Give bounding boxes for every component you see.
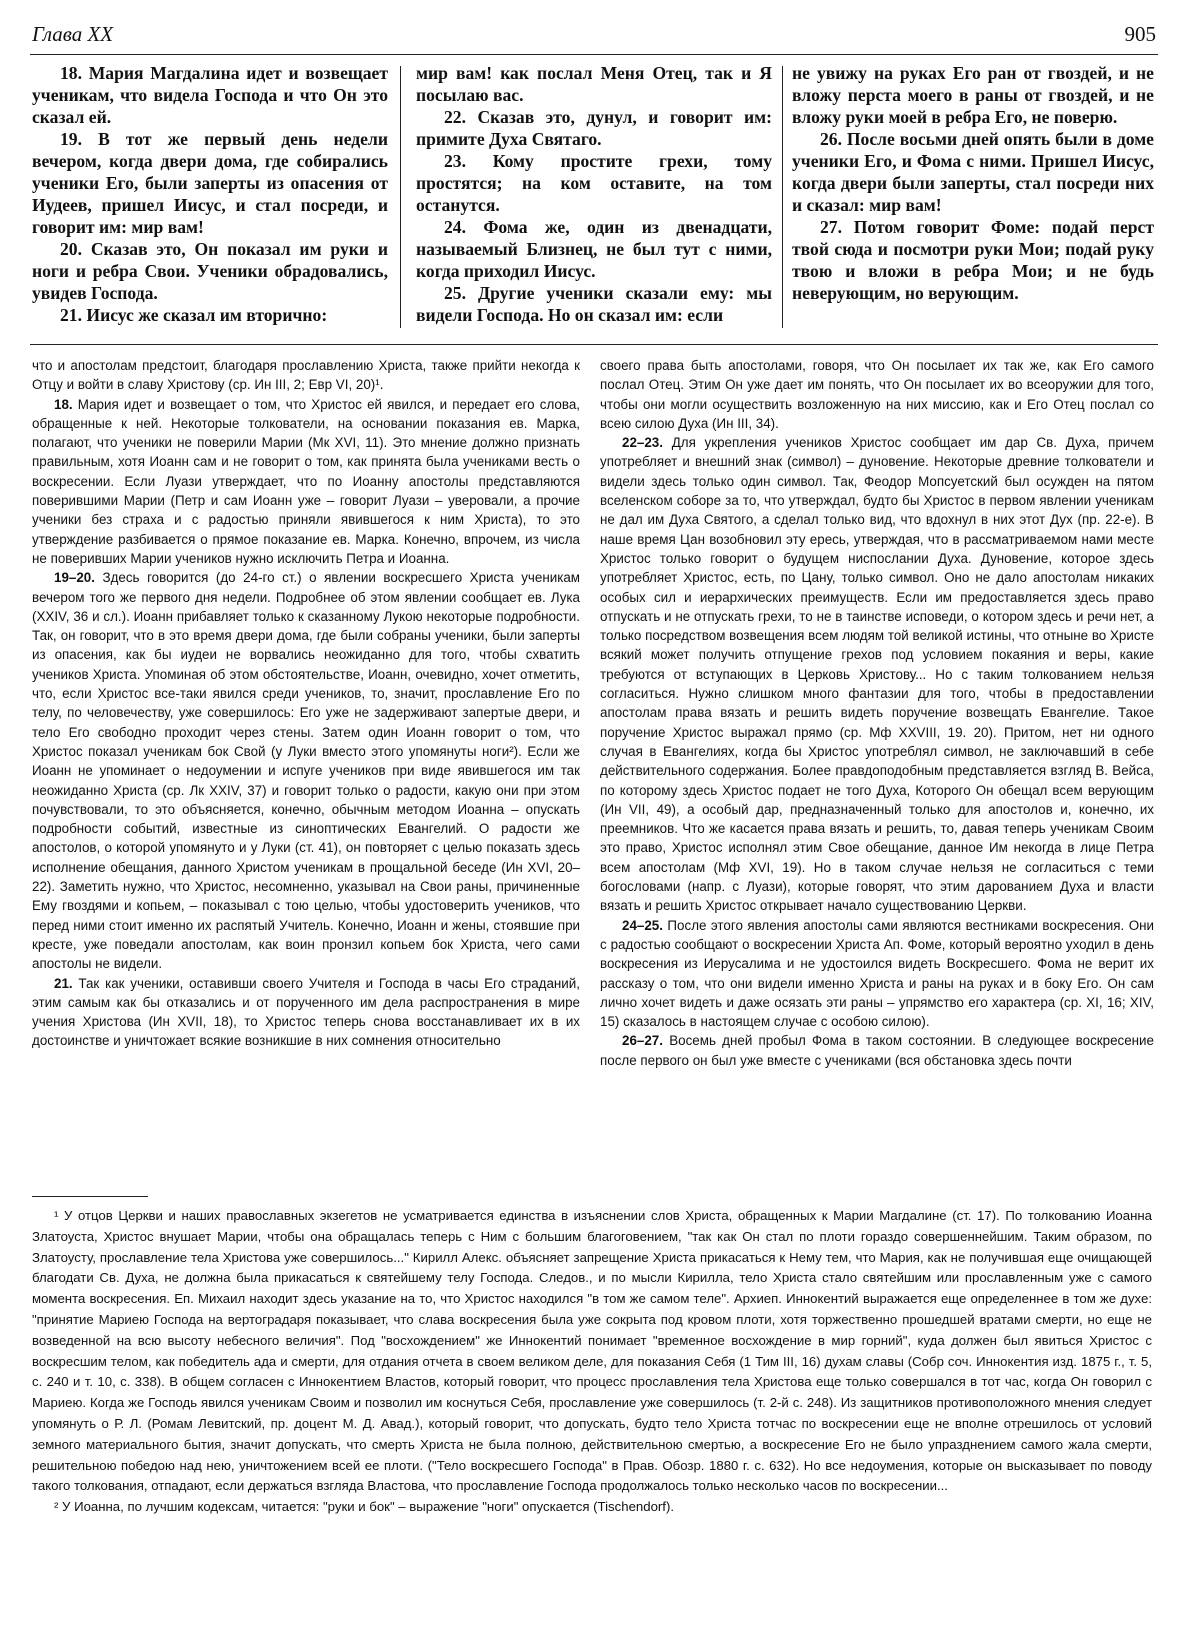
verse-18: 18. Мария Магдалина идет и возвещает ученикам, что видела Господа и что Он это сказал ей. xyxy=(32,63,388,127)
commentary-text: Так как ученики, оставивши своего Учителя и Господа в часы Его страданий, этим самым как бы отказались и от порученного им дела распространения в мире учения Христова (Ин XVII, 18), то Христос теперь снова восстанавливает их в их достоинстве и уничтожает всякие возникшие в них сомнения относительно xyxy=(32,975,580,1049)
commentary-column-2 xyxy=(600,356,1154,1186)
footnote-rule xyxy=(32,1196,148,1197)
book-page xyxy=(30,0,1158,1632)
chapter-title: Глава XX xyxy=(32,22,114,46)
verse-21: 21. Иисус же сказал им вторично: xyxy=(60,305,328,325)
verse-number: 18. xyxy=(54,396,73,412)
footnotes xyxy=(32,1206,1152,1518)
verse-number: 24–25. xyxy=(622,917,663,933)
commentary-paragraph xyxy=(600,1031,1154,1070)
header-rule xyxy=(30,54,1158,55)
verse-24: 24. Фома же, один из двенадцати, называемый Близнец, не был тут с ними, когда приходил Иисус. xyxy=(416,217,772,281)
column-divider xyxy=(782,66,783,328)
verse-20: 20. Сказав это, Он показал им руки и ноги и ребра Свои. Ученики обрадовались, увидев Господа. xyxy=(32,239,388,303)
verse-number: 26–27. xyxy=(622,1033,663,1049)
commentary-paragraph xyxy=(600,916,1154,1032)
verse-21-continued: мир вам! как послал Меня Отец, так и Я посылаю вас. xyxy=(416,63,772,105)
verse-19: 19. В тот же первый день недели вечером, когда двери дома, где собирались ученики Его, были заперты из опасения от Иудеев, пришел Иисус, и стал посреди, и говорит им: мир вам! xyxy=(32,129,388,237)
commentary-text: Для укрепления учеников Христос сообщает им дар Св. Духа, причем употребляет и внешний знак (символ) – дуновение. Некоторые древние толкователи и видели здесь только один символ. Так, Феодор Мопсуетский был осужден на пятом вселенском соборе за то, что утверждал, будто бы Христос в первом явлении ученикам не дал им Духа Святого, а сделал только вид, что вдохнул в них этот Дух (пр. 22-е). В наше время Цан возобновил эту ересь, утверждая, что в рассматриваемом нами месте Христос только говорит о будущем ниспослании Духа. Дуновение, которое здесь употребляет Христос, есть, по Цану, только символ. Оно не дало апостолам никаких особых сил и иерархических преимуществ. Если им предоставляется здесь право отпускать и не отпускать грехи, то не в таинстве исповеди, о котором здесь и речи нет, а только посредством возвещения всем людям той великой истины, что отныне во Христе всякий может получить отпущение грехов под условием покаяния и веры, какие требуются от вступающих в Церковь Христову... Но с таким толкованием нельзя согласиться. Нужно слишком много фантазии для того, чтобы в предоставлении апостолам права вязать и решить видеть поручение возвещать Евангелие. Такое поручение Христос выражал прямо (ср. Мф XXVIII, 19. 20). Притом, нет ни одного случая в Евангелиях, когда бы Христос употреблял символ, не заключавший в себе действительного содержания. Более правдоподобным представляется взгляд В. Вейса, по которому здесь Христос подает не того Духа, Которого Он обещал всем верующим (Ин VII, 49), а особый дар, предназначенный только для апостолов и, конечно, их преемников. Что же касается права вязать и решить, то, давая теперь ученикам Своим это право, Христос исполнял этим Свое обещание, данное Им некогда в лице Петра всем апостолам (Мф XVI, 19). Но в таком случае нельзя не согласиться с теми богословами (напр. с Луази), которые говорят, что этим дарованием Духа и власти вязать и решить Христос открывает начало существованию Церкви. xyxy=(600,435,1154,914)
page-number: 905 xyxy=(1124,22,1156,46)
verse-number: 19–20. xyxy=(54,570,95,586)
commentary-paragraph: что и апостолам предстоит, благодаря прославлению Христа, также прийти некогда к Отцу и войти в славу Христову (ср. Ин III, 2; Евр VI, 20)¹. xyxy=(32,358,580,393)
verse-23: 23. Кому простите грехи, тому простятся; на ком оставите, на том останутся. xyxy=(416,151,772,215)
column-divider xyxy=(400,66,401,328)
commentary-text: После этого явления апостолы сами являются вестниками воскресения. Они с радостью сообщают о воскресении Христа Ап. Фоме, который вероятно уходил в день воскресения из Иерусалима и не удостоился видеть Воскресшего. Фома не верит их рассказу о том, что они видели именно Христа и раны на руках и в боку Его. Он сам лично хочет видеть и даже осязать эти раны – упрямство его характера (ср. XI, 16; XIV, 15) сказалось в настоящем случае с особою силою). xyxy=(600,917,1154,1030)
verse-number: 21. xyxy=(54,975,73,991)
commentary-paragraph: своего права быть апостолами, говоря, что Он посылает их так же, как Его самого послал Отец. Этим Он уже дает им понять, что Он посылает их во всеоружии для того, чтобы они могли осуществить возложенную на них миссию, как и Его Отец послал со всею силою Духа (Ин III, 34). xyxy=(600,358,1154,431)
footnote-2: ² У Иоанна, по лучшим кодексам, читается: "руки и бок" – выражение "ноги" опускается (Tischendorf). xyxy=(54,1499,675,1515)
footnote-1: ¹ У отцов Церкви и наших православных экзегетов не усматривается единства в изъяснении слов Христа, обращенных к Марии Магдалине (ст. 17). По толкованию Иоанна Златоуста, Христос внушает Марии, чтобы она обращалась теперь с Ним с большим благоговением, "так как Он стал по плоти гораздо совершеннейшим. Таким образом, по Златоусту, прославление тела Христова уже совершилось..." Кирилл Алекс. объясняет запрещение Христа прикасаться к Нему тем, что Мария, как не получившая еще очищающей благодати Св. Духа, не должна была прикасаться к святейшему телу Господа. Следов., и по мысли Кирилла, тело Христа стало святейшим или прославленным уже с самого момента воскресения. Еп. Михаил находит здесь указание на то, что Христос находился "в том же самом теле". Архиеп. Иннокентий выражается еще определеннее в том же духе: "принятие Мариею Господа на вертоградаря показывает, что слава воскресения была уже сокрыта под кровом плоти, хотя торжественно прошедшей вратами смерти, но еще не возведенной на всю высоту небесного величия". Под "восхождением" же Иннокентий понимает "временное восхождение в мир горний", куда должен был явиться Христос с воскресшим телом, как победитель ада и смерти, для отдания отчета в своем великом деле, для показания Себя (1 Тим III, 16) духам славы (Собр соч. Иннокентия изд. 1875 г., т. 5, с. 240 и т. 10, с. 338). В общем согласен с Иннокентием Властов, который говорит, что процесс прославления тела Христова еще только совершался в тот час, когда Он говорил с Мариею. Когда же Господь явился ученикам Своим и позволил им коснуться Себя, прославление уже совершилось (т. 2-й с. 248). Из защитников противоположного мнения следует упомянуть о Р. Л. (Ромам Левитский, пр. доцент М. Д. Авад.), который говорит, что допускать, будто тело Христа тотчас по воскресении еще не вполне отрешилось от условий земного материального бытия, значит допускать, что смерть Христа не была полною, действительною смертью, а воскресение Его не было упразднением самого жала смерти, решительною победою над нею, уничтожением всей ее плоти. ("Тело воскресшего Господа" в Прав. Обозр. 1880 г. с. 632). Но все недоумения, которые он высказывает по поводу такого толкования, отпадают, если держаться взгляда Властова, что прославление Господа продолжалось только несколько часов по воскресении... xyxy=(32,1208,1152,1494)
commentary-paragraph xyxy=(32,568,580,973)
scripture-column-2 xyxy=(416,62,772,330)
verse-25: 25. Другие ученики сказали ему: мы видели Господа. Но он сказал им: если xyxy=(416,283,772,325)
verse-25-continued: не увижу на руках Его ран от гвоздей, и не вложу перста моего в раны от гвоздей, и не вложу руки моей в ребра Его, не поверю. xyxy=(792,63,1154,127)
section-rule xyxy=(30,344,1158,345)
verse-number: 22–23. xyxy=(622,435,663,451)
verse-27: 27. Потом говорит Фоме: подай перст твой сюда и посмотри руки Мои; подай руку твою и вложи в ребра Мои; и не будь неверующим, но верующим. xyxy=(792,217,1154,303)
commentary-paragraph xyxy=(32,974,580,1051)
commentary-text: Мария идет и возвещает о том, что Христос ей явился, и передает его слова, обращенные к ней. Некоторые толкователи, на основании показания ев. Марка, полагают, что ученики не поверили Марии (Мк XVI, 11). Это мнение должно признать правильным, хотя Иоанн сам и не говорит о том, как принята была учениками весть о воскресении. Если Луази утверждает, что по Иоанну апостолы представляются поверившими Марии (Петр и сам Иоанн уже – говорит Луази – уверовали, а прочие ученики без страха и с радостью приняли явившегося к ним Христа), то это утверждение разбивается о прямое показание ев. Марка. Конечно, впрочем, из числа не поверивших Марии учеников нужно исключить Петра и Иоанна. xyxy=(32,396,580,566)
commentary-column-1 xyxy=(32,356,580,1186)
running-head xyxy=(30,22,1158,50)
scripture-text xyxy=(30,62,1158,330)
verse-26: 26. После восьми дней опять были в доме ученики Его, и Фома с ними. Пришел Иисус, когда двери были заперты, стал посреди них и сказал: мир вам! xyxy=(792,129,1154,215)
commentary-paragraph xyxy=(600,433,1154,915)
verse-22: 22. Сказав это, дунул, и говорит им: примите Духа Святаго. xyxy=(416,107,772,149)
commentary-text: Восемь дней пробыл Фома в таком состоянии. В следующее воскресение после первого он был уже вместе с учениками (вся обстановка здесь почти xyxy=(600,1033,1154,1068)
scripture-column-1 xyxy=(32,62,388,330)
commentary-text: Здесь говорится (до 24-го ст.) о явлении воскресшего Христа ученикам вечером того же первого дня недели. Подробнее об этом явлении сообщает ев. Лука (XXIV, 36 и сл.). Иоанн прибавляет только к сказанному Лукою некоторые подробности. Так, он говорит, что в это время двери дома, где были собраны ученики, были заперты из опасения, как бы иудеи не ворвались неожиданно для того, чтобы схватить учеников Христа. Упоминая об этом обстоятельстве, Иоанн, очевидно, хочет отметить, что, если Христос все-таки явился среди учеников, то, значит, прославление Его по телу, по человечеству, уже совершилось: Его уже не задерживают запертые двери, и тело Его свободно проходит через стены. Затем один Иоанн говорит о том, что Христос показал ученикам бок Свой (у Луки вместо этого упомянуты ноги²). Если же Иоанн не упоминает о недоумении и испуге учеников при виде явившегося им так неожиданно Христа (ср. Лк XXIV, 37) и говорит только о радости, какую они при этом почувствовали, то это объясняется, конечно, обычным методом Иоанна – опускать подробности событий, известные из синоптических Евангелий. О радости же апостолов, о которой упомянуто и у Луки (ст. 41), он повторяет с целью показать здесь исполнение обещания, данного Христом ученикам в прощальной беседе (Ин XVI, 20–22). Заметить нужно, что Христос, несомненно, указывал на Свои раны, причиненные Ему гвоздями и копьем, – показывал с тою целью, чтобы удостоверить учеников, что перед ними стоит именно их распятый Учитель. Конечно, Иоанн и жены, стоявшие при кресте, уже поведали апостолам, как воин пронзил копьем бок Христа, чего сами апостолы не видели. xyxy=(32,570,580,972)
scripture-column-3 xyxy=(792,62,1154,330)
commentary-paragraph xyxy=(32,395,580,569)
